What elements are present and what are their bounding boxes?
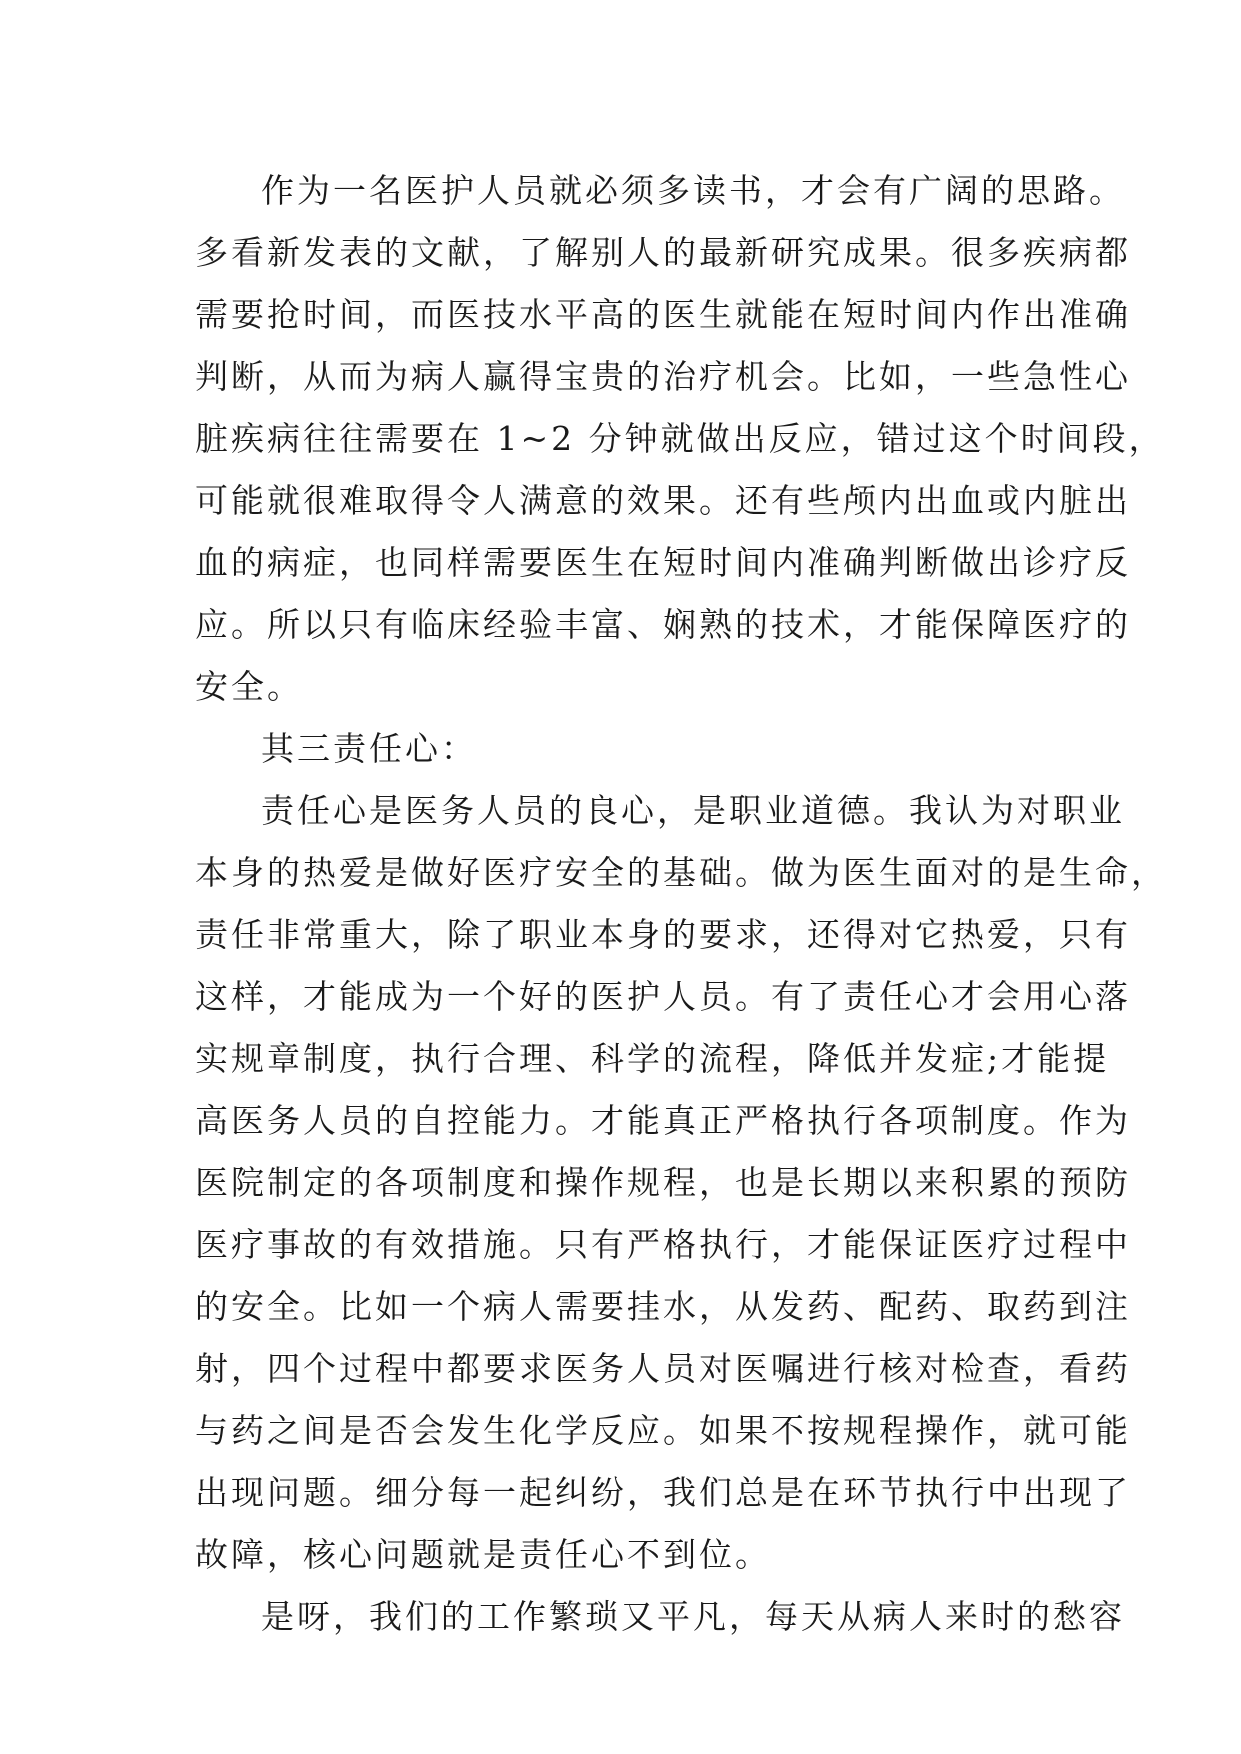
text-line-18: 医疗事故的有效措施。只有严格执行，才能保证医疗过程中 bbox=[195, 1225, 1131, 1264]
text-line-5: 脏疾病往往需要在 1~2 分钟就做出反应，错过这个时间段， bbox=[195, 419, 1165, 458]
text-line-19: 的安全。比如一个病人需要挂水，从发药、配药、取药到注 bbox=[195, 1287, 1131, 1326]
text-line-23: 故障，核心问题就是责任心不到位。 bbox=[195, 1535, 771, 1574]
text-line-9: 安全。 bbox=[195, 667, 303, 706]
text-line-8: 应。所以只有临床经验丰富、娴熟的技术，才能保障医疗的 bbox=[195, 605, 1131, 644]
text-line-21: 与药之间是否会发生化学反应。如果不按规程操作，就可能 bbox=[195, 1411, 1131, 1450]
text-line-14: 这样，才能成为一个好的医护人员。有了责任心才会用心落 bbox=[195, 977, 1131, 1016]
text-line-17: 医院制定的各项制度和操作规程，也是长期以来积累的预防 bbox=[195, 1163, 1131, 1202]
text-line-2: 多看新发表的文献，了解别人的最新研究成果。很多疾病都 bbox=[195, 233, 1131, 272]
text-line-3: 需要抢时间，而医技水平高的医生就能在短时间内作出准确 bbox=[195, 295, 1131, 334]
text-line-16: 高医务人员的自控能力。才能真正严格执行各项制度。作为 bbox=[195, 1101, 1131, 1140]
text-line-6: 可能就很难取得令人满意的效果。还有些颅内出血或内脏出 bbox=[195, 481, 1131, 520]
text-line-1: 作为一名医护人员就必须多读书，才会有广阔的思路。 bbox=[261, 171, 1125, 210]
text-line-22: 出现问题。细分每一起纠纷，我们总是在环节执行中出现了 bbox=[195, 1473, 1131, 1512]
text-line-13: 责任非常重大，除了职业本身的要求，还得对它热爱，只有 bbox=[195, 915, 1131, 954]
text-line-24: 是呀，我们的工作繁琐又平凡，每天从病人来时的愁容 bbox=[261, 1597, 1125, 1636]
text-line-11: 责任心是医务人员的良心，是职业道德。我认为对职业 bbox=[261, 791, 1125, 830]
text-line-4: 判断，从而为病人赢得宝贵的治疗机会。比如，一些急性心 bbox=[195, 357, 1131, 396]
text-line-7: 血的病症，也同样需要医生在短时间内准确判断做出诊疗反 bbox=[195, 543, 1131, 582]
text-line-12: 本身的热爱是做好医疗安全的基础。做为医生面对的是生命， bbox=[195, 853, 1167, 892]
text-line-20: 射，四个过程中都要求医务人员对医嘱进行核对检查，看药 bbox=[195, 1349, 1131, 1388]
section-heading: 其三责任心： bbox=[261, 729, 477, 768]
body-text bbox=[195, 160, 1167, 1648]
text-line-15: 实规章制度，执行合理、科学的流程，降低并发症;才能提 bbox=[195, 1039, 1110, 1078]
